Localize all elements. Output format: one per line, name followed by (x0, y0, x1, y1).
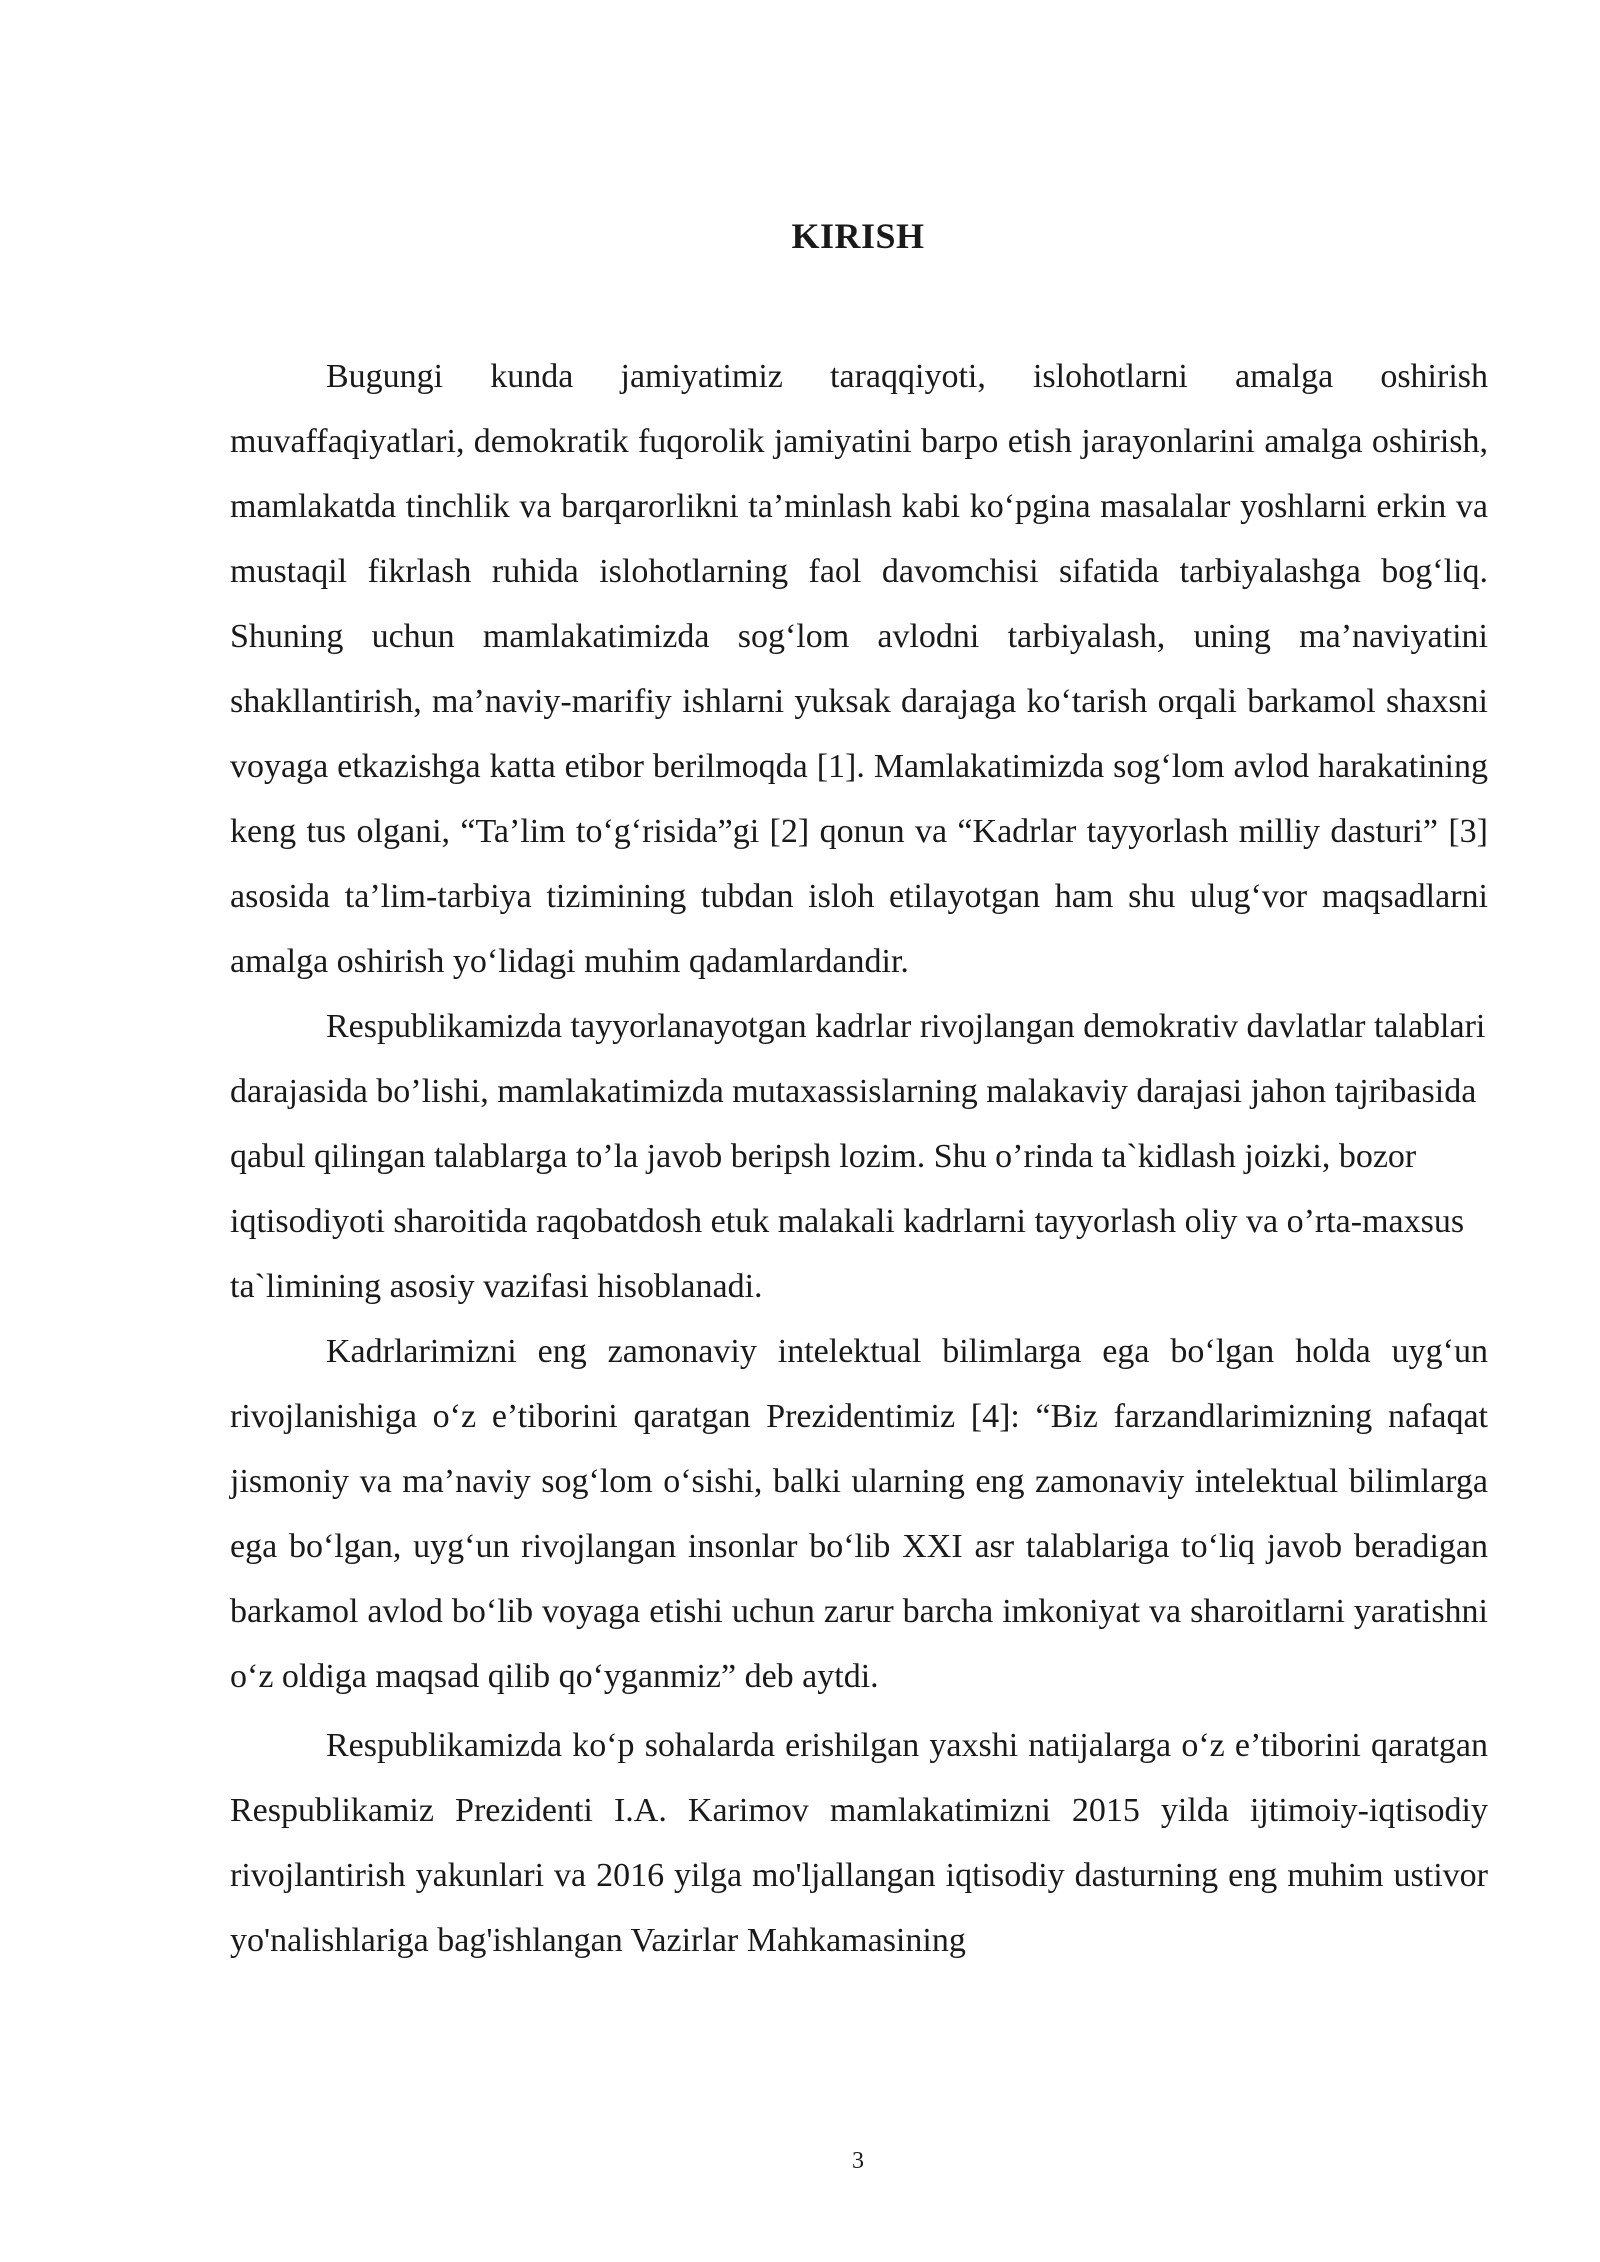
paragraph-1: Bugungi kunda jamiyatimiz taraqqiyoti, islohotlarni amalga oshirish muvaffaqiyatlari, demokratik fuqorolik jamiyatini barpo etish jarayonlarini amalga oshirish, mamlakatda tinchlik va barqarorlikni ta’minlash kabi ko‘pgina masalalar yoshlarni erkin va mustaqil fikrlash ruhida islohotlarning faol davomchisi sifatida tarbiyalashga bog‘liq. Shuning uchun mamlakatimizda sog‘lom avlodni tarbiyalash, uning ma’naviyatini shakllantirish, ma’naviy-marifiy ishlarni yuksak darajaga ko‘tarish orqali barkamol shaxsni voyaga etkazishga katta etibor berilmoqda [1]. Mamlakatimizda sog‘lom avlod harakatining keng tus olgani, “Ta’lim to‘g‘risida”gi [2] qonun va “Kadrlar tayyorlash milliy dasturi” [3] asosida ta’lim-tarbiya tizimining tubdan isloh etilayotgan ham shu ulug‘vor maqsadlarni amalga oshirish yo‘lidagi muhim qadamlardandir. (230, 358, 1488, 980)
paragraph-3: Kadrlarimizni eng zamonaviy intelektual bilimlarga ega bo‘lgan holda uyg‘un rivojlanishiga o‘z e’tiborini qaratgan Prezidentimiz [4]: “Biz farzandlarimizning nafaqat jismoniy va ma’naviy sog‘lom o‘sishi, balki ularning eng zamonaviy intelektual bilimlarga ega bo‘lgan, uyg‘un rivojlangan insonlar bo‘lib XXI asr talablariga to‘liq javob beradigan barkamol avlod bo‘lib voyaga etishi uchun zarur barcha imkoniyat va sharoitlarni yaratishni o‘z oldiga maqsad qilib qo‘yganmiz” deb aytdi. (230, 1333, 1488, 1695)
paragraph-2: Respublikamizda tayyorlanayotgan kadrlar rivojlangan demokrativ davlatlar talablari darajasida bo’lishi, mamlakatimizda mutaxassislarning malakaviy darajasi jahon tajribasida qabul qilingan talablarga to’la javob beripsh lozim. Shu o’rinda ta`kidlash joizki, bozor iqtisodiyoti sharoitida raqobatdosh etuk malakali kadrlarni tayyorlash oliy va o’rta-maxsus ta`limining asosiy vazifasi hisoblanadi. (230, 1008, 1486, 1305)
body-text (230, 344, 1488, 1973)
page-title: KIRISH (791, 216, 925, 256)
page-number: 3 (852, 2148, 864, 2174)
paragraph-4: Respublikamizda ko‘p sohalarda erishilgan yaxshi natijalarga o‘z e’tiborini qaratgan Respublikamiz Prezidenti I.A. Karimov mamlakatimizni 2015 yilda ijtimoiy-iqtisodiy rivojlantirish yakunlari va 2016 yilga mo'ljallangan iqtisodiy dasturning eng muhim ustivor yo'nalishlariga bag'ishlangan Vazirlar Mahkamasining (230, 1727, 1488, 1959)
